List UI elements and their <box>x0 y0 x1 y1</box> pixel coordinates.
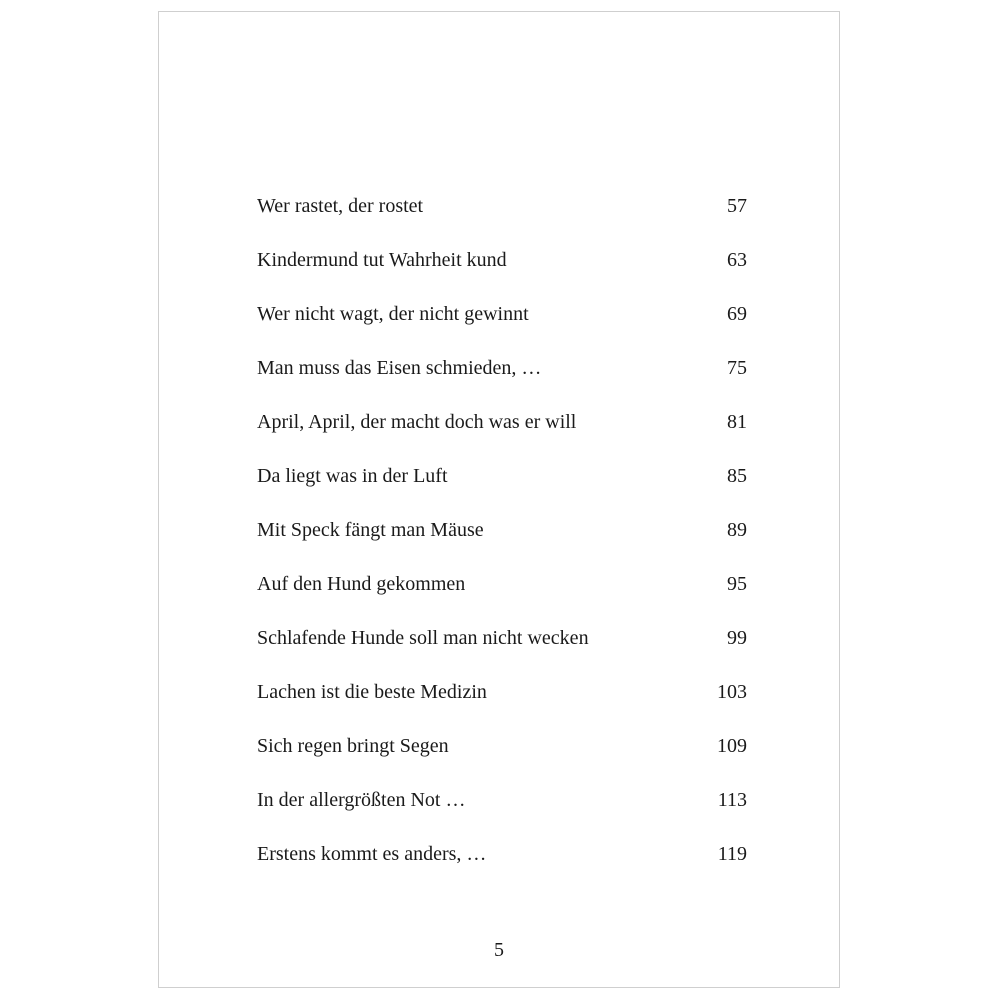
toc-entry <box>257 449 747 503</box>
book-page <box>158 11 840 988</box>
toc-entry-title: Man muss das Eisen schmieden, … <box>257 357 542 379</box>
toc-entry-page: 69 <box>727 303 747 325</box>
toc-entry-page: 95 <box>727 573 747 595</box>
toc-entry-page: 57 <box>727 195 747 217</box>
toc-entry-title: Kindermund tut Wahrheit kund <box>257 249 507 271</box>
toc-entry <box>257 719 747 773</box>
toc-entry-page: 99 <box>727 627 747 649</box>
toc-entry-title: Lachen ist die beste Medizin <box>257 681 487 703</box>
toc-entry-title: Mit Speck fängt man Mäuse <box>257 519 484 541</box>
toc-entry <box>257 827 747 881</box>
toc-entry-page: 89 <box>727 519 747 541</box>
toc-entry-title: In der allergrößten Not … <box>257 789 466 811</box>
page-number: 5 <box>494 939 504 961</box>
toc-entry-page: 103 <box>717 681 747 703</box>
toc-entry <box>257 503 747 557</box>
toc-entry <box>257 665 747 719</box>
table-of-contents <box>257 179 747 881</box>
toc-entry-title: Wer rastet, der rostet <box>257 195 424 217</box>
toc-entry-page: 113 <box>717 789 747 811</box>
toc-entry-title: Sich regen bringt Segen <box>257 735 449 757</box>
toc-entry-title: Auf den Hund gekommen <box>257 573 466 595</box>
toc-entry <box>257 557 747 611</box>
toc-entry <box>257 233 747 287</box>
toc-entry-page: 119 <box>717 843 747 865</box>
toc-entry-page: 63 <box>727 249 747 271</box>
toc-entry-page: 109 <box>717 735 747 757</box>
toc-entry-title: Erstens kommt es anders, … <box>257 843 487 865</box>
toc-entry <box>257 773 747 827</box>
toc-entry <box>257 287 747 341</box>
toc-entry <box>257 611 747 665</box>
toc-entry-page: 75 <box>727 357 747 379</box>
toc-entry-title: Schlafende Hunde soll man nicht wecken <box>257 627 589 649</box>
toc-entry-title: Wer nicht wagt, der nicht gewinnt <box>257 303 529 325</box>
toc-entry <box>257 341 747 395</box>
toc-entry <box>257 395 747 449</box>
toc-entry <box>257 179 747 233</box>
toc-entry-page: 85 <box>727 465 747 487</box>
toc-entry-title: April, April, der macht doch was er will <box>257 411 577 433</box>
toc-entry-page: 81 <box>727 411 747 433</box>
toc-entry-title: Da liegt was in der Luft <box>257 465 448 487</box>
